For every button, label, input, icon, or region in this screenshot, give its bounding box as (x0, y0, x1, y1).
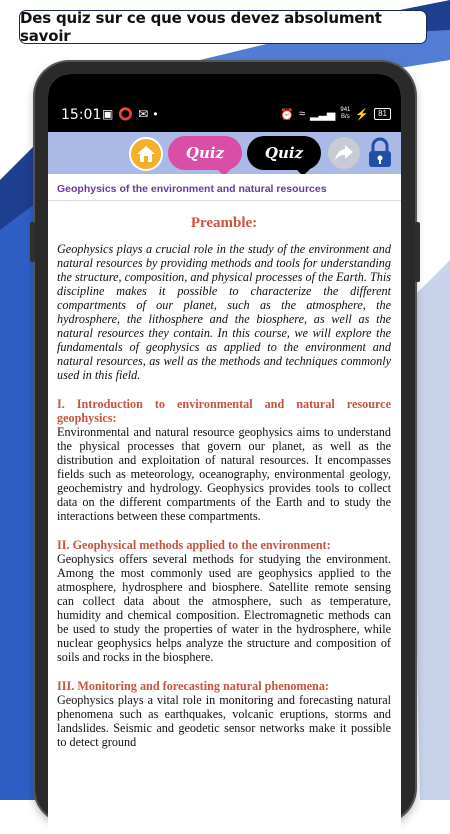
section-heading-3: III. Monitoring and forecasting natural phenomena: (57, 679, 329, 693)
app-toolbar (48, 132, 401, 174)
section-paragraph-3: Geophysics plays a vital role in monitoring and forecasting natural phenomena such as earthquakes, volcanic eruptions, storms and landslides. Seismic and geodetic sensor networks make it possible to detect ground (57, 693, 391, 749)
lock-button[interactable] (364, 136, 396, 170)
battery-level: 81 (374, 108, 391, 120)
preamble-heading: Preamble: (190, 215, 258, 231)
content-area[interactable] (48, 174, 401, 834)
status-icons-right (280, 107, 391, 121)
section-heading-2: II. Geophysical methods applied to the environment: (57, 538, 331, 552)
quiz-button-pink[interactable] (168, 136, 242, 170)
promo-banner (19, 10, 427, 44)
app-notification-icon: ▣ (102, 107, 114, 121)
share-arrow-icon (334, 144, 354, 162)
preamble-paragraph: Geophysics plays a crucial role in the study of the environment and natural resources by providing methods and tools for understanding the structure, composition, and physical processes of the Earth. This discipline makes it possible to characterize the different compartments of our planet, such as the atmosphere, the hydrosphere, the lithosphere and the biosphere, as well as the natural resources they contain. In this course, we will explore the fundamentals of geophysics as applied to the environment and natural resources, as well as the methods and techniques commonly used in this field. (57, 242, 391, 382)
dot-icon: • (153, 107, 158, 121)
circle-notification-icon: ⭕ (118, 107, 134, 121)
speed-unit: B/s (341, 114, 350, 120)
home-button[interactable] (129, 137, 163, 171)
phone-frame (35, 62, 415, 822)
section-paragraph-2: Geophysics offers several methods for studying the environment. Among the most commonly used are geophysics applied to the atmosphere, hydrosphere and biosphere. Satellite remote sensing can collect data about the atmosphere, such as temperature, humidity and chemical composition. Electromagnetic methods can be used to study the properties of water in the hydrosphere, while nuclear geophysics helps analyze the structure and composition of soils and rocks in the biosphere. (57, 552, 391, 664)
share-button[interactable] (328, 137, 360, 169)
status-time: 15:01 (61, 107, 102, 123)
subtitle-divider (48, 200, 401, 201)
lock-icon (366, 137, 394, 169)
signal-icon: ▂▃▅ (309, 108, 336, 121)
quiz-label-black: Quiz (264, 144, 304, 162)
course-text (57, 216, 391, 749)
status-bar (48, 74, 401, 132)
home-icon (136, 144, 156, 164)
phone-screen (48, 74, 401, 834)
network-speed (340, 107, 350, 121)
speed-value: 941 (340, 107, 351, 113)
quiz-label-pink: Quiz (185, 144, 225, 162)
section-paragraph-1: Environmental and natural resource geophysics aims to understand the physical processes that govern our planet, as well as the distribution and exploitation of natural resources. It encompasses fields such as meteorology, oceanography, environmental geology, geochemistry and hydrology. Geophysics provides tools to collect data on the different compartments of the Earth and to study the interactions between these compartments. (57, 425, 391, 523)
wifi-icon: ≈ (298, 108, 305, 120)
quiz-button-black[interactable] (247, 136, 321, 170)
section-heading-1: I. Introduction to environmental and natural resource geophysics: (57, 397, 391, 425)
phone-volume-button (30, 222, 35, 262)
banner-text: Des quiz sur ce que vous devez absolument savoir (20, 9, 382, 45)
phone-power-button (415, 222, 420, 282)
alarm-icon: ⏰ (280, 108, 294, 121)
page-subtitle: Geophysics of the environment and natural resources (57, 183, 327, 195)
status-icons-left (102, 107, 158, 121)
gmail-icon: ✉ (138, 107, 149, 121)
charging-icon: ⚡ (355, 108, 370, 121)
